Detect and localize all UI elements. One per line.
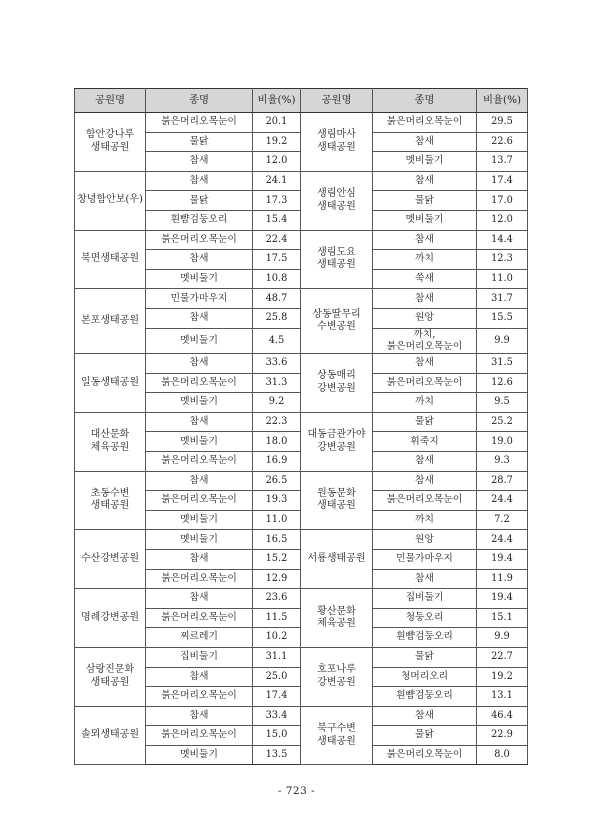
species-right: 붉은머리오목눈이: [373, 113, 477, 133]
species-left: 물닭: [146, 132, 253, 152]
park-name-right: 대동금관가야 강변공원: [301, 412, 373, 471]
species-right: 참새: [373, 171, 477, 191]
table-row: [75, 171, 528, 191]
ratio-left: 12.0: [253, 152, 301, 172]
species-left: 참새: [146, 171, 253, 191]
header-species-left: 종명: [146, 89, 253, 113]
ratio-left: 22.3: [253, 412, 301, 432]
ratio-right: 28.7: [477, 471, 528, 491]
species-right: 참새: [373, 354, 477, 374]
ratio-right: 15.5: [477, 308, 528, 328]
ratio-right: 13.1: [477, 687, 528, 707]
ratio-left: 20.1: [253, 113, 301, 133]
species-left: 붉은머리오목눈이: [146, 451, 253, 471]
ratio-right: 46.4: [477, 706, 528, 726]
species-right: 참새: [373, 289, 477, 309]
table-row: [75, 471, 528, 491]
park-name-left: 명례강변공원: [75, 589, 146, 648]
park-name-right: 생림안심 생태공원: [301, 171, 373, 230]
ratio-left: 15.2: [253, 549, 301, 569]
table-body: [75, 113, 528, 765]
header-park-right: 공원명: [301, 89, 373, 113]
table-header-row: [75, 89, 528, 113]
park-name-right: 황산문화 체육공원: [301, 589, 373, 648]
species-right: 붉은머리오목눈이: [373, 745, 477, 765]
table-row: [75, 589, 528, 609]
ratio-left: 15.0: [253, 726, 301, 746]
table-row: [75, 412, 528, 432]
ratio-left: 25.8: [253, 308, 301, 328]
park-name-right: 원동문화 생태공원: [301, 471, 373, 530]
park-name-left: 함안강나루 생태공원: [75, 113, 146, 172]
ratio-left: 25.0: [253, 667, 301, 687]
species-right: 멧비둘기: [373, 152, 477, 172]
park-name-right: 북구수변 생태공원: [301, 706, 373, 765]
park-name-right: 생림도요 생태공원: [301, 230, 373, 289]
species-right: 참새: [373, 451, 477, 471]
ratio-left: 23.6: [253, 589, 301, 609]
ratio-right: 14.4: [477, 230, 528, 250]
ratio-left: 10.2: [253, 628, 301, 648]
species-left: 붉은머리오목눈이: [146, 687, 253, 707]
species-right: 까치: [373, 510, 477, 530]
park-name-left: 수산강변공원: [75, 530, 146, 589]
ratio-left: 9.2: [253, 393, 301, 413]
species-right: 까치, 붉은머리오목눈이: [373, 328, 477, 353]
header-ratio-left: 비율(%): [253, 89, 301, 113]
species-left: 붉은머리오목눈이: [146, 230, 253, 250]
ratio-left: 22.4: [253, 230, 301, 250]
ratio-left: 11.5: [253, 608, 301, 628]
ratio-left: 19.3: [253, 491, 301, 511]
ratio-right: 8.0: [477, 745, 528, 765]
species-right: 집비둘기: [373, 589, 477, 609]
species-right: 참새: [373, 230, 477, 250]
species-right: 참새: [373, 471, 477, 491]
species-left: 멧비둘기: [146, 510, 253, 530]
park-name-left: 일동생태공원: [75, 354, 146, 413]
ratio-right: 19.4: [477, 589, 528, 609]
species-right: 물닭: [373, 726, 477, 746]
species-right: 민물가마우지: [373, 549, 477, 569]
ratio-left: 48.7: [253, 289, 301, 309]
park-name-right: 상동딸무리 수변공원: [301, 289, 373, 354]
ratio-right: 12.6: [477, 373, 528, 393]
park-name-left: 창녕함안보(우): [75, 171, 146, 230]
park-name-left: 본포생태공원: [75, 289, 146, 354]
ratio-right: 9.9: [477, 328, 528, 353]
ratio-right: 24.4: [477, 491, 528, 511]
ratio-left: 4.5: [253, 328, 301, 353]
ratio-left: 11.0: [253, 510, 301, 530]
ratio-left: 17.5: [253, 250, 301, 270]
species-left: 참새: [146, 308, 253, 328]
ratio-right: 22.7: [477, 647, 528, 667]
ratio-right: 9.9: [477, 628, 528, 648]
ratio-right: 22.6: [477, 132, 528, 152]
species-right: 참새: [373, 569, 477, 589]
header-species-right: 종명: [373, 89, 477, 113]
species-left: 민물가마우지: [146, 289, 253, 309]
ratio-right: 31.7: [477, 289, 528, 309]
species-left: 멧비둘기: [146, 328, 253, 353]
species-left: 집비둘기: [146, 647, 253, 667]
species-left: 참새: [146, 706, 253, 726]
species-right: 붉은머리오목눈이: [373, 491, 477, 511]
species-right: 청둥오리: [373, 608, 477, 628]
species-left: 물닭: [146, 191, 253, 211]
species-left: 멧비둘기: [146, 432, 253, 452]
ratio-right: 9.5: [477, 393, 528, 413]
table-row: [75, 647, 528, 667]
species-left: 참새: [146, 412, 253, 432]
ratio-right: 19.0: [477, 432, 528, 452]
species-left: 흰뺨검둥오리: [146, 210, 253, 230]
park-name-left: 대산문화 체육공원: [75, 412, 146, 471]
species-right: 쑥새: [373, 269, 477, 289]
species-left: 참새: [146, 589, 253, 609]
species-right: 물닭: [373, 647, 477, 667]
species-left: 참새: [146, 250, 253, 270]
header-park-left: 공원명: [75, 89, 146, 113]
ratio-right: 24.4: [477, 530, 528, 550]
species-left: 참새: [146, 549, 253, 569]
table-row: [75, 530, 528, 550]
ratio-right: 25.2: [477, 412, 528, 432]
ratio-left: 26.5: [253, 471, 301, 491]
species-left: 붉은머리오목눈이: [146, 491, 253, 511]
ratio-right: 17.4: [477, 171, 528, 191]
ratio-left: 19.2: [253, 132, 301, 152]
species-left: 붉은머리오목눈이: [146, 113, 253, 133]
ratio-left: 24.1: [253, 171, 301, 191]
ratio-right: 13.7: [477, 152, 528, 172]
species-left: 붉은머리오목눈이: [146, 373, 253, 393]
park-name-left: 초동수변 생태공원: [75, 471, 146, 530]
park-name-left: 북면생태공원: [75, 230, 146, 289]
park-name-left: 솔뫼생태공원: [75, 706, 146, 765]
species-right: 까치: [373, 393, 477, 413]
bird-species-table: [74, 88, 528, 765]
park-name-left: 삼랑진문화 생태공원: [75, 647, 146, 706]
ratio-right: 31.5: [477, 354, 528, 374]
ratio-right: 9.3: [477, 451, 528, 471]
park-name-right: 호포나루 강변공원: [301, 647, 373, 706]
species-right: 원앙: [373, 308, 477, 328]
ratio-right: 17.0: [477, 191, 528, 211]
species-left: 참새: [146, 152, 253, 172]
park-name-right: 서룡생태공원: [301, 530, 373, 589]
ratio-right: 11.0: [477, 269, 528, 289]
ratio-left: 10.8: [253, 269, 301, 289]
species-left: 붉은머리오목눈이: [146, 569, 253, 589]
species-left: 멧비둘기: [146, 393, 253, 413]
ratio-left: 16.9: [253, 451, 301, 471]
species-right: 물닭: [373, 412, 477, 432]
ratio-left: 18.0: [253, 432, 301, 452]
table-row: [75, 354, 528, 374]
species-left: 찌르레기: [146, 628, 253, 648]
ratio-right: 12.0: [477, 210, 528, 230]
species-left: 참새: [146, 471, 253, 491]
species-left: 붉은머리오목눈이: [146, 608, 253, 628]
species-right: 멧비둘기: [373, 210, 477, 230]
species-right: 원앙: [373, 530, 477, 550]
ratio-right: 19.4: [477, 549, 528, 569]
ratio-left: 15.4: [253, 210, 301, 230]
species-right: 까치: [373, 250, 477, 270]
page-number: - 723 -: [277, 785, 316, 797]
ratio-left: 33.4: [253, 706, 301, 726]
ratio-right: 22.9: [477, 726, 528, 746]
ratio-right: 29.5: [477, 113, 528, 133]
ratio-right: 12.3: [477, 250, 528, 270]
table-row: [75, 230, 528, 250]
ratio-left: 31.3: [253, 373, 301, 393]
species-left: 참새: [146, 354, 253, 374]
ratio-right: 7.2: [477, 510, 528, 530]
park-name-right: 상동매리 강변공원: [301, 354, 373, 413]
park-name-right: 생림마사 생태공원: [301, 113, 373, 172]
species-right: 참새: [373, 706, 477, 726]
species-right: 흰뺨검둥오리: [373, 687, 477, 707]
ratio-left: 31.1: [253, 647, 301, 667]
species-right: 흰뺨검둥오리: [373, 628, 477, 648]
ratio-left: 13.5: [253, 745, 301, 765]
ratio-left: 17.4: [253, 687, 301, 707]
table-row: [75, 289, 528, 309]
species-right: 물닭: [373, 191, 477, 211]
ratio-left: 17.3: [253, 191, 301, 211]
species-left: 참새: [146, 667, 253, 687]
species-left: 붉은머리오목눈이: [146, 726, 253, 746]
species-left: 멧비둘기: [146, 745, 253, 765]
species-left: 멧비둘기: [146, 269, 253, 289]
species-left: 멧비둘기: [146, 530, 253, 550]
ratio-right: 11.9: [477, 569, 528, 589]
ratio-right: 19.2: [477, 667, 528, 687]
species-right: 참새: [373, 132, 477, 152]
ratio-left: 33.6: [253, 354, 301, 374]
species-right: 붉은머리오목눈이: [373, 373, 477, 393]
ratio-left: 16.5: [253, 530, 301, 550]
table-row: [75, 113, 528, 133]
species-right: 휘죽지: [373, 432, 477, 452]
species-right: 청머리오리: [373, 667, 477, 687]
ratio-left: 12.9: [253, 569, 301, 589]
ratio-right: 15.1: [477, 608, 528, 628]
header-ratio-right: 비율(%): [477, 89, 528, 113]
table-row: [75, 706, 528, 726]
